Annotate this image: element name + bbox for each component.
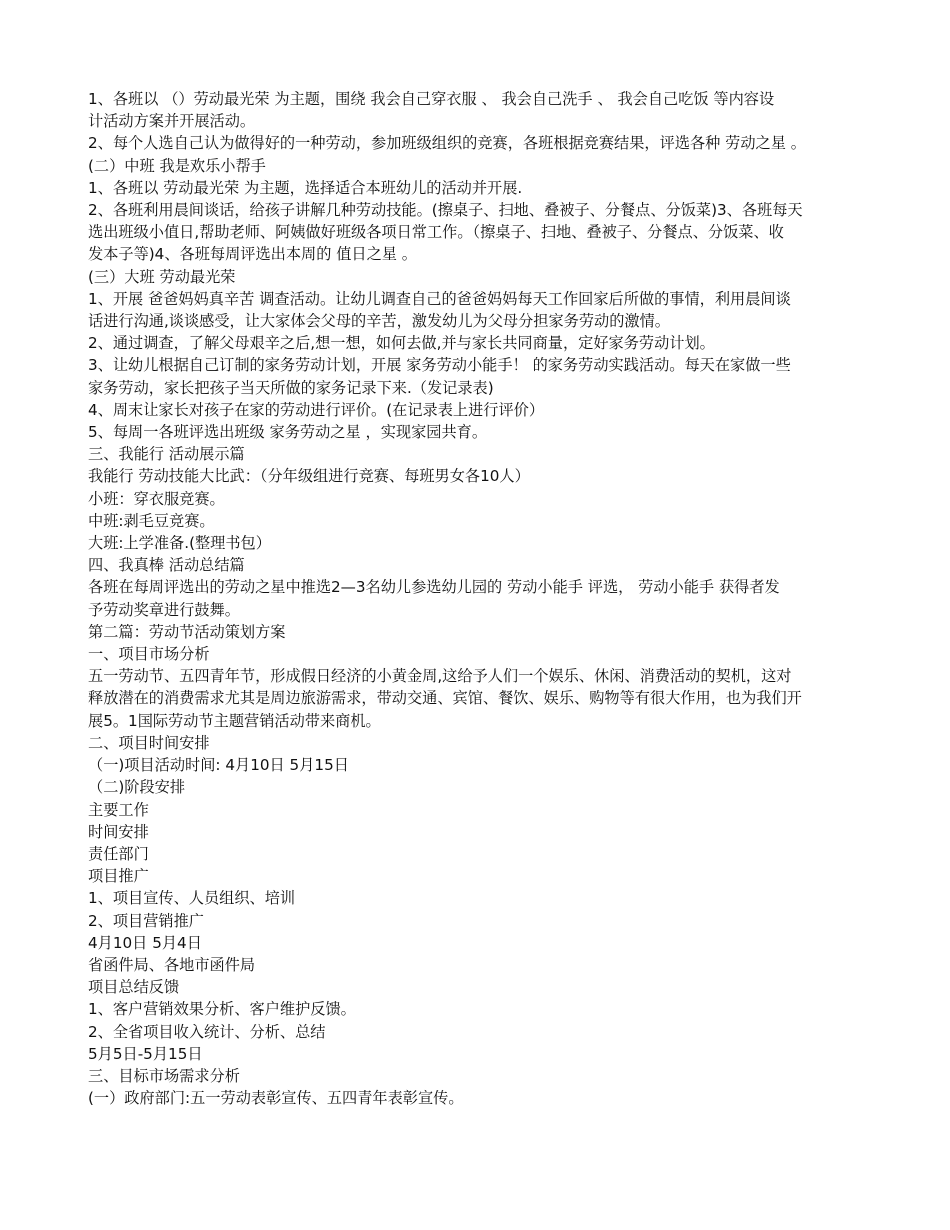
- text-line: 1、开展 爸爸妈妈真辛苦 调查活动。让幼儿调查自己的爸爸妈妈每天工作回家后所做的事情，利用晨间谈: [88, 289, 791, 308]
- text-line: 主要工作: [88, 800, 149, 819]
- text-line: 选出班级小值日,帮助老师、阿姨做好班级各项日常工作。（擦桌子、扫地、叠被子、分餐点、分饭菜、收: [88, 223, 784, 242]
- text-line: （一)项目活动时间: 4月10日 5月15日: [88, 756, 349, 775]
- text-line: 各班在每周评选出的劳动之星中推选2—3名幼儿参选幼儿园的 劳动小能手 评选， 劳动小能手 获得者发: [88, 578, 780, 597]
- text-line: 展5。1国际劳动节主题营销活动带来商机。: [88, 711, 381, 730]
- section-heading: (三）大班 劳动最光荣: [88, 267, 236, 286]
- text-line: 1、各班以 劳动最光荣 为主题，选择适合本班幼儿的活动并开展.: [88, 178, 523, 197]
- text-line: (一）政府部门:五一劳动表彰宣传、五四青年表彰宣传。: [88, 1089, 464, 1108]
- text-line: 4、周末让家长对孩子在家的劳动进行评价。(在记录表上进行评价）: [88, 400, 545, 419]
- text-line: 2、全省项目收入统计、分析、总结: [88, 1022, 326, 1041]
- text-line: 释放潜在的消费需求尤其是周边旅游需求，带动交通、宾馆、餐饮、娱乐、购物等有很大作用，也为我们开: [88, 689, 802, 708]
- text-line: 3、让幼儿根据自己订制的家务劳动计划，开展 家务劳动小能手！ 的家务劳动实践活动。每天在家做一些: [88, 356, 791, 375]
- text-line: 5月5日-5月15日: [88, 1044, 203, 1063]
- text-line: 省函件局、各地市函件局: [88, 955, 256, 974]
- text-line: 责任部门: [88, 844, 149, 863]
- text-line: 中班:剥毛豆竞赛。: [88, 511, 215, 530]
- text-line: 2、每个人选自己认为做得好的一种劳动，参加班级组织的竞赛，各班根据竞赛结果，评选各种 劳动之星 。: [88, 134, 806, 153]
- text-line: 5、每周一各班评选出班级 家务劳动之星 ，实现家园共育。: [88, 423, 488, 442]
- text-line: 1、项目宣传、人员组织、培训: [88, 889, 296, 908]
- text-line: 我能行 劳动技能大比武：（分年级组进行竞赛、每班男女各10人）: [88, 467, 530, 486]
- text-line: 1、客户营销效果分析、客户维护反馈。: [88, 1000, 356, 1019]
- section-heading: 二、项目时间安排: [88, 733, 210, 752]
- section-heading: (二）中班 我是欢乐小帮手: [88, 156, 266, 175]
- document-body: [88, 88, 868, 1109]
- section-heading: 四、我真棒 活动总结篇: [88, 556, 245, 575]
- text-line: 家务劳动，家长把孩子当天所做的家务记录下来.（发记录表): [88, 378, 494, 397]
- text-line: 话进行沟通,谈谈感受，让大家体会父母的辛苦，激发幼儿为父母分担家务劳动的激情。: [88, 312, 670, 331]
- text-line: 2、各班利用晨间谈话，给孩子讲解几种劳动技能。(擦桌子、扫地、叠被子、分餐点、分饭菜)3、各班每天: [88, 201, 803, 220]
- section-heading: 三、目标市场需求分析: [88, 1066, 240, 1085]
- section-heading: 一、项目市场分析: [88, 645, 210, 664]
- text-line: 2、通过调查，了解父母艰辛之后,想一想，如何去做,并与家长共同商量，定好家务劳动计划。: [88, 334, 715, 353]
- text-line: 小班：穿衣服竞赛。: [88, 489, 225, 508]
- text-line: 4月10日 5月4日: [88, 933, 202, 952]
- section-heading: 三、我能行 活动展示篇: [88, 445, 245, 464]
- chapter-heading: 第二篇：劳动节活动策划方案: [88, 622, 286, 641]
- text-line: 予劳动奖章进行鼓舞。: [88, 600, 240, 619]
- text-line: 项目推广: [88, 867, 149, 886]
- text-line: 1、各班以 （）劳动最光荣 为主题，围绕 我会自己穿衣服 、 我会自己洗手 、 我会自己吃饭 等内容设: [88, 90, 775, 108]
- text-line: 五一劳动节、五四青年节，形成假日经济的小黄金周,这给予人们一个娱乐、休闲、消费活动的契机，这对: [88, 667, 792, 686]
- text-line: 计活动方案并开展活动。: [88, 112, 256, 131]
- text-line: 发本子等)4、各班每周评选出本周的 值日之星 。: [88, 245, 417, 264]
- text-line: 时间安排: [88, 822, 149, 841]
- text-line: 大班:上学准备.(整理书包）: [88, 534, 271, 553]
- text-line: 项目总结反馈: [88, 978, 180, 997]
- text-line: 2、项目营销推广: [88, 911, 204, 930]
- text-line: （二)阶段安排: [88, 778, 186, 797]
